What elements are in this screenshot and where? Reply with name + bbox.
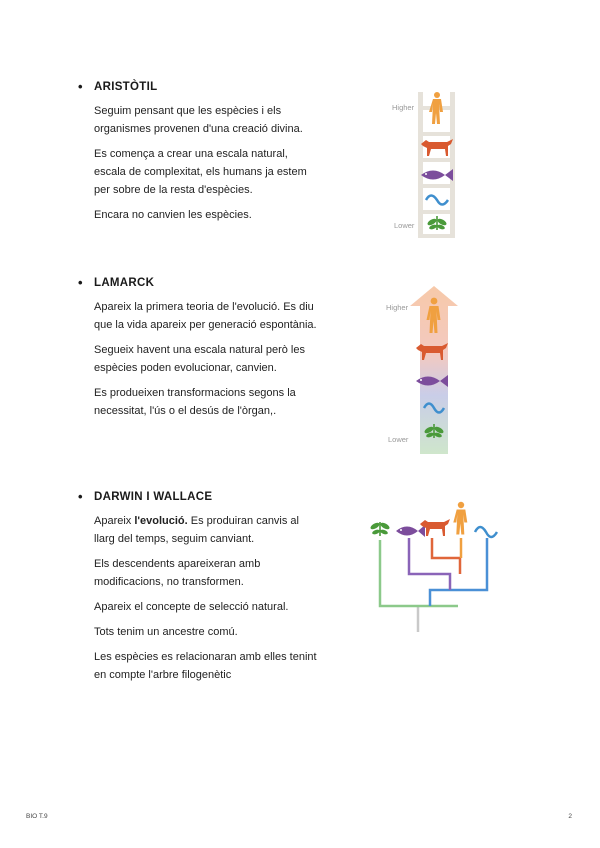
phylogenetic-tree-figure bbox=[368, 500, 498, 632]
ladder-rail-left bbox=[418, 92, 423, 238]
paragraph: Apareix el concepte de selecció natural. bbox=[94, 601, 289, 613]
paragraph bbox=[94, 512, 319, 548]
branch-dog bbox=[432, 538, 460, 574]
human-icon bbox=[429, 92, 443, 124]
bullet-icon: • bbox=[78, 275, 83, 290]
section-heading bbox=[78, 80, 338, 93]
ladder-figure bbox=[388, 88, 468, 240]
plant-icon bbox=[426, 216, 447, 230]
paragraph: Tots tenim un ancestre comú. bbox=[94, 626, 238, 638]
section-heading bbox=[78, 490, 338, 503]
dog-icon bbox=[421, 139, 453, 156]
paragraph-suffix: Es produiran canvis al llarg del temps, seguim canviant. bbox=[94, 515, 299, 545]
fish-icon bbox=[396, 525, 425, 537]
heading-text: LAMARCK bbox=[94, 276, 155, 289]
heading-text: ARISTÒTIL bbox=[94, 80, 158, 93]
ladder-higher-label: Higher bbox=[392, 103, 415, 112]
ladder-lower-label: Lower bbox=[394, 221, 415, 230]
ladder-rail-right bbox=[450, 92, 455, 238]
bullet-icon: • bbox=[78, 79, 83, 94]
paragraph: Es comença a crear una escala natural, escala de complexitat, els humans ja estem per sobre de la resta d'espècies. bbox=[94, 148, 307, 196]
worm-icon bbox=[475, 527, 497, 537]
paragraph: Encara no canvien les espècies. bbox=[94, 209, 252, 221]
lamarck-arrow-figure bbox=[384, 284, 474, 456]
arrow-lower-label: Lower bbox=[388, 435, 409, 444]
plant-icon bbox=[369, 521, 390, 536]
branch-worm bbox=[430, 538, 487, 606]
section-aristotil bbox=[78, 80, 338, 231]
human-icon bbox=[453, 502, 467, 535]
section-lamarck bbox=[78, 276, 338, 427]
branch-fish bbox=[409, 538, 450, 590]
paragraph-prefix: Apareix bbox=[94, 515, 135, 527]
paragraph: Les espècies es relacionaran amb elles tenint en compte l'arbre filogenètic bbox=[94, 651, 317, 681]
footer-left: BIO T.9 bbox=[26, 813, 48, 820]
bullet-icon: • bbox=[78, 489, 83, 504]
arrow-higher-label: Higher bbox=[386, 303, 409, 312]
section-darwin-wallace bbox=[78, 490, 338, 691]
heading-text: DARWIN I WALLACE bbox=[94, 490, 213, 503]
paragraph: Els descendents apareixeran amb modificacions, no transformen. bbox=[94, 558, 261, 588]
paragraph: Seguim pensant que les espècies i els organismes provenen d'una creació divina. bbox=[94, 105, 303, 135]
paragraph: Es produeixen transformacions segons la necessitat, l'ús o el desús de l'òrgan,. bbox=[94, 387, 296, 417]
page-number: 2 bbox=[568, 813, 572, 820]
paragraph-bold: l'evolució. bbox=[134, 515, 188, 527]
paragraph: Apareix la primera teoria de l'evolució. Es diu que la vida apareix per generació espontània. bbox=[94, 301, 317, 331]
fish-icon bbox=[421, 169, 453, 181]
worm-icon bbox=[426, 196, 448, 205]
paragraph: Segueix havent una escala natural però les espècies poden evolucionar, canvien. bbox=[94, 344, 305, 374]
section-heading bbox=[78, 276, 338, 289]
